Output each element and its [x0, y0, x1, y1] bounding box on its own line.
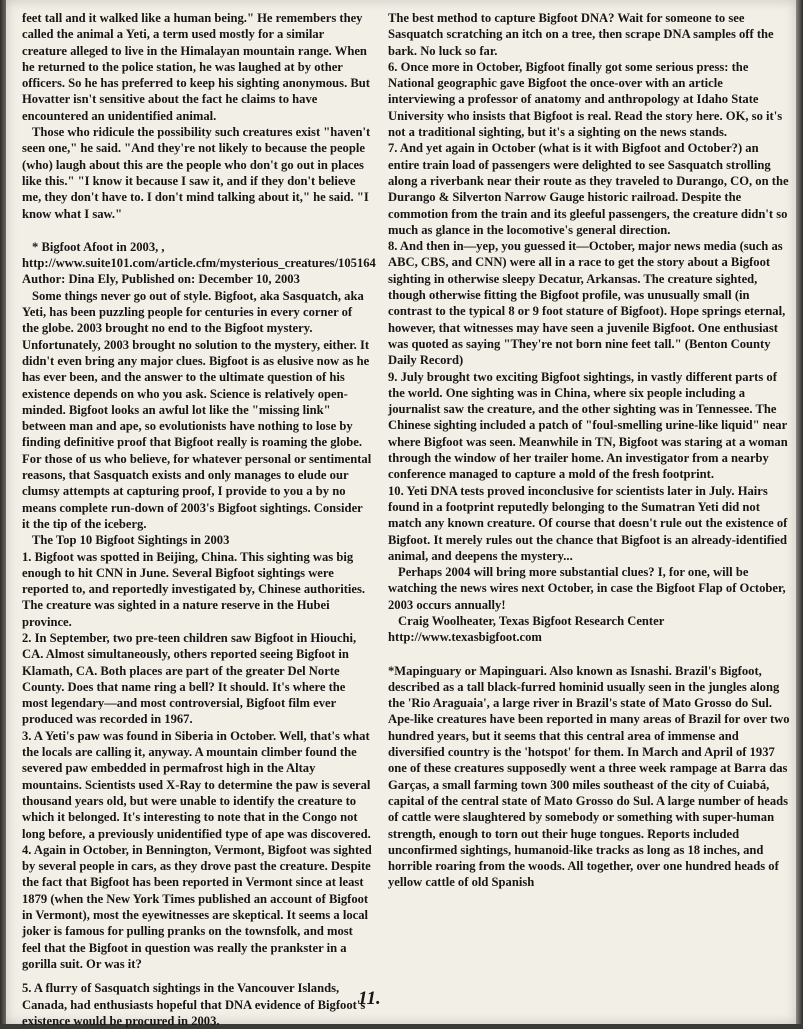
source-url: http://www.texasbigfoot.com — [388, 630, 542, 645]
magazine-page — [6, 0, 796, 1028]
left-column — [22, 10, 376, 1029]
sighting-item-7: 7. And yet again in October (what is it with Bigfoot and October?) an entire train load of passengers were delighted to see Sasquatch strolling along a riverbank near their route as they traveled to Durango, CO, on the Durango & Silverton Narrow Gauge historic railroad. Despite the commotion from the train and its gleeful passengers, the creature didn't so much as glance in the locomotive's general direction. — [388, 141, 789, 237]
sighting-item-5: 5. A flurry of Sasquatch sightings in the Vancouver Islands, Canada, had enthusiasts hopeful that DNA evidence of Bigfoot's existence would be procured in 2003. — [22, 981, 366, 1028]
sighting-item-8: 8. And then in—yep, you guessed it—October, major news media (such as ABC, CBS, and CNN) were all in a race to get the story about a Bigfoot sighting in otherwise sleepy Decatur, Arkansas. The creature sighted, though otherwise fitting the Bigfoot profile, was unusually small (in contrast to the typical 8 or 9 foot stature of Bigfoot). Hope springs eternal, however, that witnesses may have seen a juvenile Bigfoot. One enthusiast was quoted as saying "They're not born nine feet tall." (Benton County Daily Record) — [388, 239, 786, 368]
closing-paragraph: Perhaps 2004 will bring more substantial clues? I, for one, will be watching the news wires next October, in case the Bigfoot Flap of October, 2003 occurs annually! — [388, 565, 786, 612]
sighting-item-2: 2. In September, two pre-teen children saw Bigfoot in Hiouchi, CA. Almost simultaneously, others reported seeing Bigfoot in Klamath, CA. Both places are part of the greater Del Norte County. Does that name ring a bell? It should. It's where the most legendary—and most controversial, Bigfoot film ever produced was recorded in 1967. — [22, 630, 357, 727]
sighting-item-6: 6. Once more in October, Bigfoot finally got some serious press: the National geographic gave Bigfoot the once-over with an article interviewing a professor of anatomy and anthropology at Idaho State University who insists that Bigfoot is real. Read the story here. OK, so it's not a traditional sighting, but it's a sighting on the news stands. — [388, 59, 783, 140]
right-column — [388, 10, 790, 891]
hovatter-quote-paragraph: Those who ridicule the possibility such creatures exist "haven't seen one," he said. "And they're not likely to because the people (who) laugh about this are the people who don't go out in places like this." "I know it because I saw it, and if they don't believe me, they don't have to. I don't mind talking about it," he said. "I know what I saw." — [22, 125, 371, 221]
hovatter-story-paragraph: feet tall and it walked like a human being." He remembers they called the animal a Yeti, a term used mostly for a similar creature alleged to live in the Himalayan mountain range. When he returned to the police station, he was laughed at by other officers. So he has preferred to keep his sighting anonymous. But Hovatter isn't sensitive about the fact he claims to have encountered an unidentified animal. — [22, 11, 370, 123]
sighting-item-9: 9. July brought two exciting Bigfoot sightings, in vastly different parts of the world. One sighting was in China, where six people including a journalist saw the creature, and the other sighting was in Tennessee. The Chinese sighting included a patch of "foul-smelling urine-like liquid" near where Bigfoot was seen. Meanwhile in TN, Bigfoot was staring at a woman through the window of her trailer home. An investigator from a nearby conference managed to capture a mold of the fresh footprint. — [388, 369, 788, 482]
sighting-item-1: 1. Bigfoot was spotted in Beijing, China. This sighting was big enough to hit CNN in June. Several Bigfoot sightings were reported to, and reportedly investigated by, Chinese authorities. The creature was sighted in a nature reserve in the Hubei province. — [22, 549, 366, 629]
top-ten-heading: The Top 10 Bigfoot Sightings in 2003 — [32, 533, 230, 548]
article-intro-paragraph: Some things never go out of style. Bigfoot, aka Sasquatch, aka Yeti, has been puzzling people for centuries in every corner of the globe. 2003 brought no end to the Bigfoot mystery. Unfortunately, 2003 brought no solution to the mystery, either. It didn't even bring any major clues. Bigfoot is as elusive now as he has ever been, and the answer to the ultimate question of his existence depends on who you ask. Science is relatively open-minded. Bigfoot looks an awful lot like the "missing link" between man and ape, so evolutionists have nothing to lose by finding definitive proof that Bigfoot really is roaming the globe. For those of us who believe, for whatever personal or sentimental reasons, that Sasquatch exists and only manages to elude our clumsy attempts at capturing proof, I provide to you a by no means complete run-down of 2003's Bigfoot sightings. Consider it the tip of the iceberg. — [22, 288, 372, 531]
sighting-item-5-continued: The best method to capture Bigfoot DNA? Wait for someone to see Sasquatch scratching an itch on a tree, then scrape DNA samples off the bark. No luck so far. — [388, 11, 774, 58]
sighting-item-4: 4. Again in October, in Bennington, Vermont, Bigfoot was sighted by several people in cars, as they drove past the creature. Despite the fact that Bigfoot has been reported in Vermont since at least 1879 (when the New York Times published an account of Bigfoot in Vermont), most the eyewitnesses are skeptical. It seems a local joker is famous for pulling pranks on the townsfolk, and most feel that the Bigfoot in question was really the prankster in a gorilla suit. Or was it? — [22, 842, 372, 971]
sighting-item-3: 3. A Yeti's paw was found in Siberia in October. Well, that's what the locals are calling it, anyway. A mountain climber found the severed paw embedded in permafrost high in the Altay mountains. Scientists used X-Ray to determine the paw is several thousand years old, but were unable to identify the creature to which it belonged. It's interesting to note that in the Congo not long before, a previously unidentified type of ape was discovered. — [22, 728, 371, 841]
article-source-citation: * Bigfoot Afoot in 2003, , http://www.suite101.com/article.cfm/mysterious_creatures/105164 — [22, 239, 376, 271]
author-signature: Craig Woolheater, Texas Bigfoot Research Center — [398, 613, 665, 628]
scan-edge-right — [796, 0, 803, 1024]
sighting-item-10: 10. Yeti DNA tests proved inconclusive for scientists later in July. Hairs found in a footprint reputedly belonging to the Sumatran Yeti did not match any known creature. Of course that doesn't rule out the existence of Bigfoot. It merely rules out the chance that Bigfoot is an already-identified animal, and deepens the mystery... — [388, 483, 788, 563]
article-author-line: Author: Dina Ely, Published on: December 10, 2003 — [22, 272, 300, 287]
page-number: 11. — [358, 988, 381, 1009]
mapinguary-paragraph: *Mapinguary or Mapinguari. Also known as Isnashi. Brazil's Bigfoot, described as a tall black-furred hominid usually seen in the jungles along the 'Rio Araguaia', a large river in Brazil's state of Mato Grosso do Sul. Ape-like creatures have been reported in many areas of Brazil for over two hundred years, but it seems that this central area of immense and diversified country is the 'hotspot' for them. In March and April of 1937 one of these creatures supposedly went a three week rampage at Barra das Garças, a small farming town 300 miles southeast of the city of Cuiabá, capital of the central state of Mato Grosso do Sul. A large number of heads of cattle were slaughtered by somebody or something with super-human strength, enough to torn out their huge tongues. Reports included unconfirmed sightings, humanoid-like tracks as long as 18 inches, and horrible roaring from the woods. All together, over one hundred heads of yellow cattle of old Spanish — [388, 663, 790, 890]
